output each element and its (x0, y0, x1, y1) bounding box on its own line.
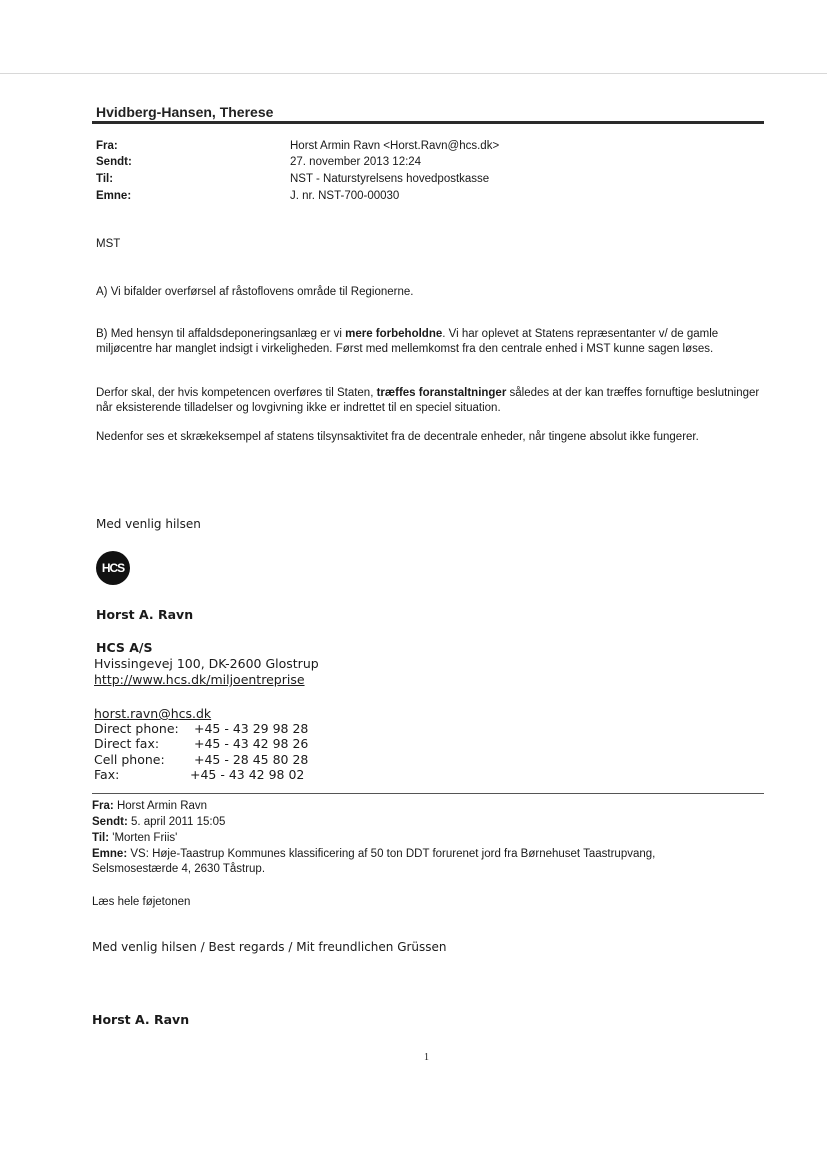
forwarded-divider (92, 793, 764, 794)
signature-greeting: Med venlig hilsen (96, 517, 201, 531)
paragraph-b-text-2: . Vi har oplevet at Statens repræsentanter v/ de gamle miljøcentre har manglet indsigt i virkeligheden. Først med mellemkomst fra den centrale enhed i MST kunne sagen løses. (96, 328, 719, 355)
paragraph-c-emphasis: træffes foranstaltninger (376, 387, 507, 399)
hcs-logo-icon: HCS (96, 551, 130, 585)
sent-label: Sendt: (96, 156, 132, 168)
signature-address: Hvissingevej 100, DK-2600 Glostrup (94, 656, 319, 671)
forwarded-subject-value: VS: Høje-Taastrup Kommunes klassificering af 50 ton DDT forurenet jord fra Børnehuset Taastrupvang, (130, 848, 656, 860)
forwarded-to-value: 'Morten Friis' (112, 832, 178, 844)
phone-row-direct-fax (94, 736, 308, 751)
salutation: MST (96, 238, 121, 250)
to-label: Til: (96, 173, 114, 185)
forwarded-sent (92, 816, 225, 828)
forwarded-from (92, 800, 207, 812)
top-divider (0, 73, 827, 74)
signature-website-link[interactable]: http://www.hcs.dk/miljoentreprise (94, 672, 305, 687)
phone-value: +45 - 28 45 80 28 (194, 752, 309, 767)
paragraph-d: Nedenfor ses et skrækeksempel af statens tilsynsaktivitet fra de decentrale enheder, når tingene absolut ikke fungerer. (96, 431, 699, 443)
subject-label: Emne: (96, 190, 132, 202)
paragraph-a: A) Vi bifalder overførsel af råstoflovens område til Regionerne. (96, 286, 414, 298)
forwarded-from-label: Fra: (92, 800, 114, 812)
title-rule (92, 121, 764, 124)
paragraph-b-emphasis: mere forbeholdne (345, 328, 443, 340)
forwarded-body: Læs hele føjetonen (92, 896, 191, 908)
phone-row-cell-phone (94, 752, 308, 767)
paragraph-b-text-1: B) Med hensyn til affaldsdeponeringsanlæg er vi (96, 328, 346, 340)
signature-email-link[interactable]: horst.ravn@hcs.dk (94, 706, 212, 721)
forwarded-sent-label: Sendt: (92, 816, 128, 828)
paragraph-c-text-2: således at der kan træffes fornuftige beslutninger når eksisterende tilladelser og lovgivning ikke er indrettet til en speciel situation. (96, 387, 760, 414)
signature-name: Horst A. Ravn (96, 607, 194, 622)
from-value: Horst Armin Ravn <Horst.Ravn@hcs.dk> (290, 140, 500, 152)
forwarded-subject-continued: Selsmosestærde 4, 2630 Tåstrup. (92, 863, 266, 875)
signature-company: HCS A/S (96, 640, 153, 655)
phone-value: +45 - 43 42 98 02 (190, 767, 305, 782)
phone-value: +45 - 43 29 98 28 (194, 721, 309, 736)
to-value: NST - Naturstyrelsens hovedpostkasse (290, 173, 490, 185)
forwarded-subject (92, 848, 655, 860)
page-number: 1 (424, 1052, 429, 1063)
phone-row-fax (94, 767, 304, 782)
paragraph-c-text-1: Derfor skal, der hvis kompetencen overføres til Staten, (96, 387, 377, 399)
forwarded-signature-name: Horst A. Ravn (92, 1012, 190, 1027)
phone-row-direct-phone (94, 721, 308, 736)
phone-label: Direct phone: (94, 721, 179, 736)
phone-value: +45 - 43 42 98 26 (194, 736, 309, 751)
subject-value: J. nr. NST-700-00030 (290, 190, 400, 202)
forwarded-from-value: Horst Armin Ravn (116, 800, 208, 812)
forwarded-sent-value: 5. april 2011 15:05 (130, 816, 226, 828)
forwarded-subject-label: Emne: (92, 848, 128, 860)
from-label: Fra: (96, 140, 118, 152)
phone-label: Direct fax: (94, 736, 160, 751)
forwarded-to-label: Til: (92, 832, 110, 844)
account-name: Hvidberg-Hansen, Therese (96, 104, 274, 120)
paragraph-b (96, 327, 762, 357)
phone-label: Fax: (94, 767, 120, 782)
sent-value: 27. november 2013 12:24 (290, 156, 422, 168)
forwarded-greeting: Med venlig hilsen / Best regards / Mit freundlichen Grüssen (92, 940, 447, 954)
phone-label: Cell phone: (94, 752, 165, 767)
paragraph-c (96, 386, 762, 416)
forwarded-to (92, 832, 177, 844)
